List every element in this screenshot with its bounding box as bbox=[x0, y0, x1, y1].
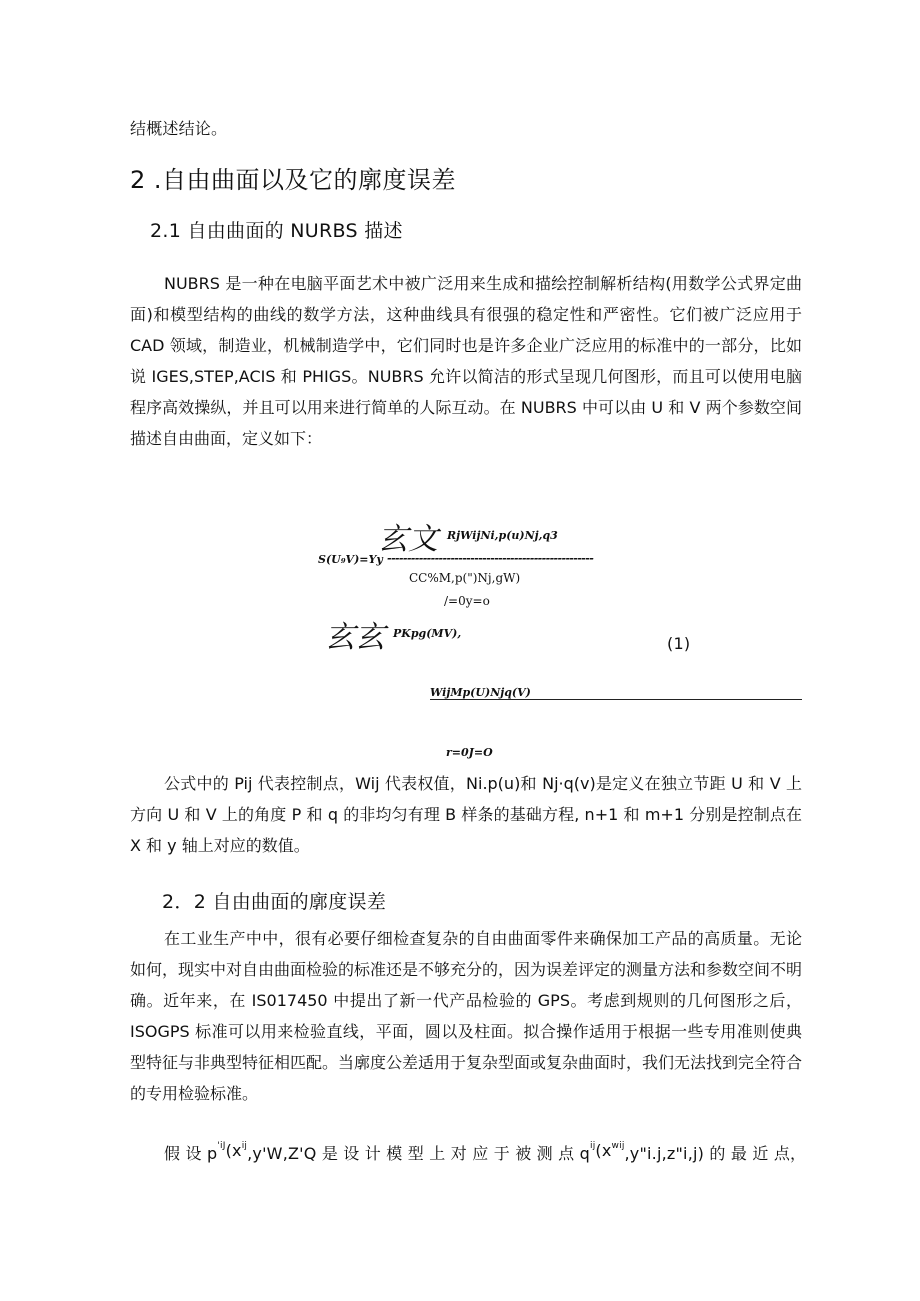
formula-glyph-top: 玄文 bbox=[378, 522, 438, 557]
formula-limits: /=0y=o bbox=[444, 594, 490, 608]
formula-numerator: RjWijNi,p(u)Nj,q3 bbox=[447, 529, 558, 542]
last-line-sub-a: ' bbox=[217, 1141, 221, 1151]
last-line-sub-e: j bbox=[244, 1141, 248, 1151]
last-line-sub-d: i bbox=[241, 1141, 245, 1151]
formula-dash-line: ---------------------------------------------------- bbox=[387, 552, 594, 565]
last-line-sub-i: j bbox=[621, 1141, 625, 1151]
last-line-sup-w: w bbox=[611, 1141, 620, 1151]
intro-tail-text: 结概述结论。 bbox=[130, 119, 228, 138]
last-line-sub-g: j bbox=[592, 1141, 596, 1151]
section-2-heading: 2 .自由曲面以及它的廓度误差 bbox=[130, 166, 457, 194]
last-line-d: (x bbox=[595, 1141, 612, 1160]
last-line-sub-h: i bbox=[619, 1141, 622, 1151]
formula-explanation-paragraph: 公式中的 Pij 代表控制点，Wij 代表权值，Ni.p(u)和 Nj·q(v)是定义在独立节距 U 和 V 上方向 U 和 V 上的角度 P 和 q 的非均匀有理 B 样条的基础方程, n+1 和 m+1 分别是控制点在 X 和 y 轴上对应的数值。 bbox=[130, 774, 802, 855]
last-line-sub-f: i bbox=[590, 1141, 593, 1151]
last-line-c: ,y'W,Z'Q 是 设 计 模 型 上 对 应 于 被 测 点 q bbox=[247, 1144, 591, 1163]
section-2-2-heading: 2．2 自由曲面的廓度误差 bbox=[162, 891, 387, 913]
last-line-sub-c: J bbox=[222, 1141, 226, 1151]
formula-middle: CC%M,p(")Nj,gW) bbox=[409, 571, 521, 585]
last-line-sub-b: i bbox=[220, 1141, 223, 1151]
section-2-1-heading: 2.1 自由曲面的 NURBS 描述 bbox=[150, 220, 403, 242]
formula-fraction-rule bbox=[430, 699, 802, 700]
last-line-b: (x bbox=[225, 1141, 242, 1160]
last-line bbox=[164, 1141, 807, 1164]
section-2-2-paragraph: 在工业生产中中，很有必要仔细检查复杂的自由曲面零件来确保加工产品的高质量。无论如何，现实中对自由曲面检验的标准还是不够充分的，因为误差评定的测量方法和参数空间不明确。近年来，在 IS017450 中提出了新一代产品检验的 GPS。考虑到规则的几何图形之后，ISOGPS 标准可以用来检验直线，平面，圆以及柱面。拟合操作适用于根据一些专用准则使典型特征与非典型特征相匹配。当廓度公差适用于复杂型面或复杂曲面时，我们无法找到完全符合的专用检验标准。 bbox=[130, 929, 803, 1103]
section-2-1-paragraph: NUBRS 是一种在电脑平面艺术中被广泛用来生成和描绘控制解析结构(用数学公式界定曲面)和模型结构的曲线的数学方法，这种曲线具有很强的稳定性和严密性。它们被广泛应用于 CAD 领域，制造业，机械制造学中，它们同时也是许多企业广泛应用的标准中的一部分，比如说 IGES,STEP,ACIS 和 PHIGS。NUBRS 允许以简洁的形式呈现几何图形，而且可以使用电脑程序高效操纵，并且可以用来进行简单的人际互动。在 NUBRS 中可以由 U 和 V 两个参数空间描述自由曲面，定义如下： bbox=[130, 274, 802, 448]
formula-bottom-term: PKpg(MV), bbox=[393, 627, 462, 640]
last-line-a: 假 设 p bbox=[164, 1144, 218, 1163]
equation-number: (1) bbox=[667, 634, 691, 653]
last-line-e: ,y"i.j,z"i,j) 的 最 近 点， bbox=[624, 1144, 807, 1163]
formula-lhs: S(U₉V)=Yy bbox=[318, 553, 383, 566]
formula-denominator: WijMp(U)Njq(V) bbox=[430, 686, 531, 699]
formula-glyph-bottom: 玄玄 bbox=[325, 620, 385, 655]
formula-lower-limits: r=0J=O bbox=[446, 746, 493, 759]
